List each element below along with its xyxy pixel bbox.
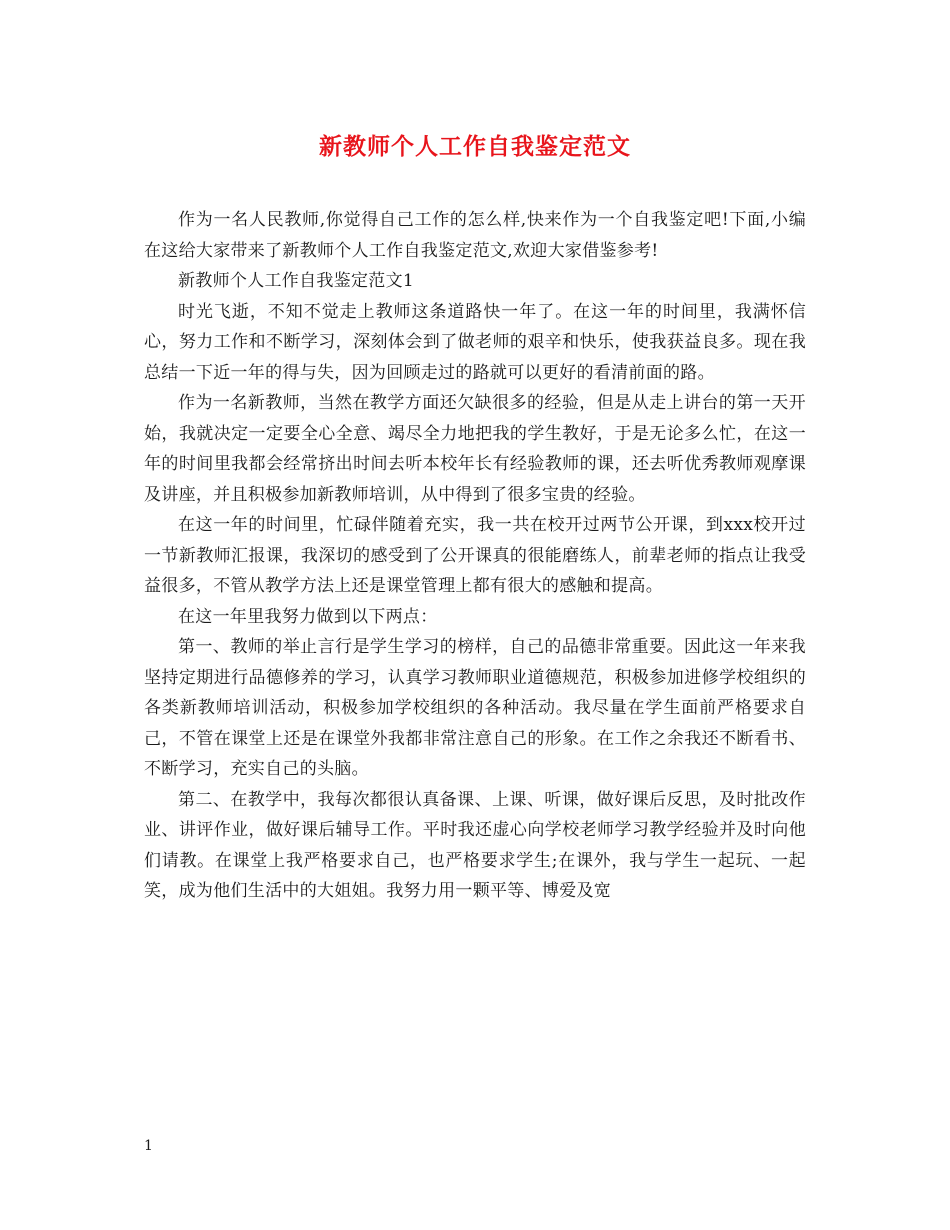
body-paragraph: 时光飞逝，不知不觉走上教师这条道路快一年了。在这一年的时间里，我满怀信心，努力工作和不断学习，深刻体会到了做老师的艰辛和快乐，使我获益良多。现在我总结一下近一年的得与失，因为回顾走过的路就可以更好的看清前面的路。 xyxy=(144,301,806,383)
page-number: 1 xyxy=(144,1138,153,1154)
body-paragraph: 第二、在教学中，我每次都很认真备课、上课、听课，做好课后反思，及时批改作业、讲评作业，做好课后辅导工作。平时我还虚心向学校老师学习教学经验并及时向他们请教。在课堂上我严格要求自己，也严格要求学生;在课外，我与学生一起玩、一起笑，成为他们生活中的大姐姐。我努力用一颗平等、博爱及宽 xyxy=(144,789,806,901)
document-body xyxy=(144,205,806,907)
document-title: 新教师个人工作自我鉴定范文 xyxy=(319,133,631,160)
body-paragraph: 在这一年里我努力做到以下两点： xyxy=(178,606,438,627)
section-heading: 新教师个人工作自我鉴定范文1 xyxy=(178,271,415,291)
body-paragraph: 第一、教师的举止言行是学生学习的榜样，自己的品德非常重要。因此这一年来我坚持定期进行品德修养的学习，认真学习教师职业道德规范，积极参加进修学校组织的各类新教师培训活动，积极参加学校组织的各种活动。我尽量在学生面前严格要求自己，不管在课堂上还是在课堂外我都非常注意自己的形象。在工作之余我还不断看书、不断学习，充实自己的头脑。 xyxy=(144,637,806,779)
intro-paragraph: 作为一名人民教师,你觉得自己工作的怎么样,快来作为一个自我鉴定吧!下面,小编在这给大家带来了新教师个人工作自我鉴定范文,欢迎大家借鉴参考! xyxy=(144,210,806,261)
body-paragraph: 在这一年的时间里，忙碌伴随着充实，我一共在校开过两节公开课，到xxx校开过一节新教师汇报课，我深切的感受到了公开课真的很能磨练人，前辈老师的指点让我受益很多，不管从教学方法上还是课堂管理上都有很大的感触和提高。 xyxy=(144,515,806,596)
body-paragraph: 作为一名新教师，当然在教学方面还欠缺很多的经验，但是从走上讲台的第一天开始，我就决定一定要全心全意、竭尽全力地把我的学生教好，于是无论多么忙，在这一年的时间里我都会经常挤出时间去听本校年长有经验教师的课，还去听优秀教师观摩课及讲座，并且积极参加新教师培训，从中得到了很多宝贵的经验。 xyxy=(144,393,806,505)
